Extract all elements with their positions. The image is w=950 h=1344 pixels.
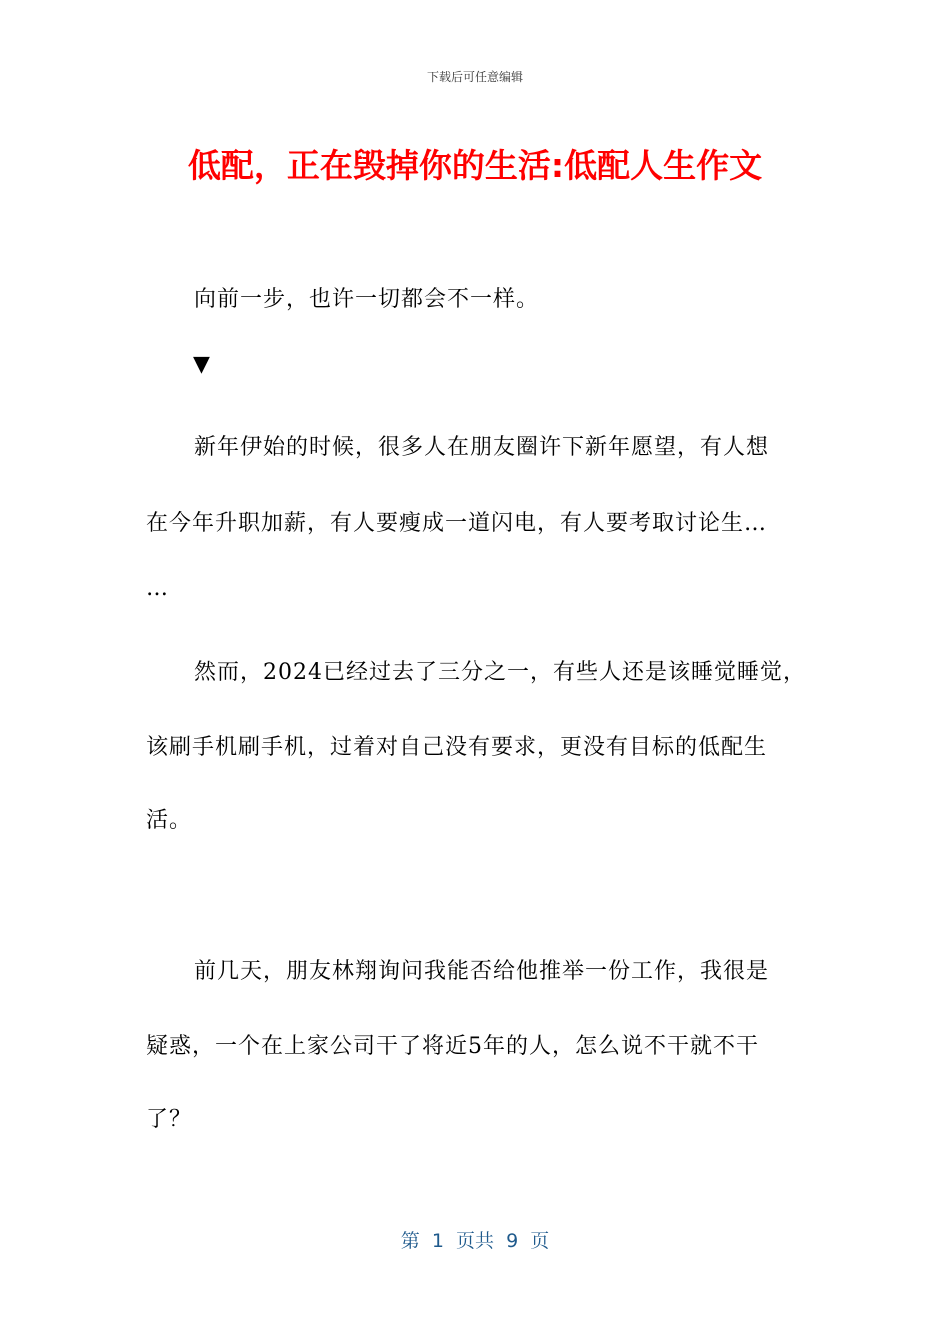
paragraph-line: …	[146, 576, 169, 601]
paragraph-line: 在今年升职加薪，有人要瘦成一道闪电，有人要考取讨论生…	[146, 511, 768, 536]
paragraph-line: 向前一步，也许一切都会不一样。	[194, 287, 540, 312]
document-title: 低配，正在毁掉你的生活:低配人生作文	[187, 146, 763, 185]
down-triangle-marker: ▼	[193, 352, 210, 377]
paragraph-line: 该刷手机刷手机，过着对自己没有要求，更没有目标的低配生	[146, 735, 768, 760]
paragraph-line: 活。	[146, 808, 193, 833]
paragraph-line: 前几天，朋友林翔询问我能否给他推举一份工作，我很是	[194, 959, 770, 984]
header-note: 下载后可任意编辑	[426, 70, 523, 84]
paragraph-line: 新年伊始的时候，很多人在朋友圈许下新年愿望，有人想	[194, 435, 770, 460]
paragraph-line: 然而，2024已经过去了三分之一，有些人还是该睡觉睡觉，	[194, 660, 806, 685]
paragraph-line: 疑惑，一个在上家公司干了将近5年的人，怎么说不干就不干	[146, 1034, 759, 1059]
page-number-footer: 第 1 页共 9 页	[400, 1230, 550, 1252]
paragraph-line: 了？	[146, 1107, 193, 1132]
